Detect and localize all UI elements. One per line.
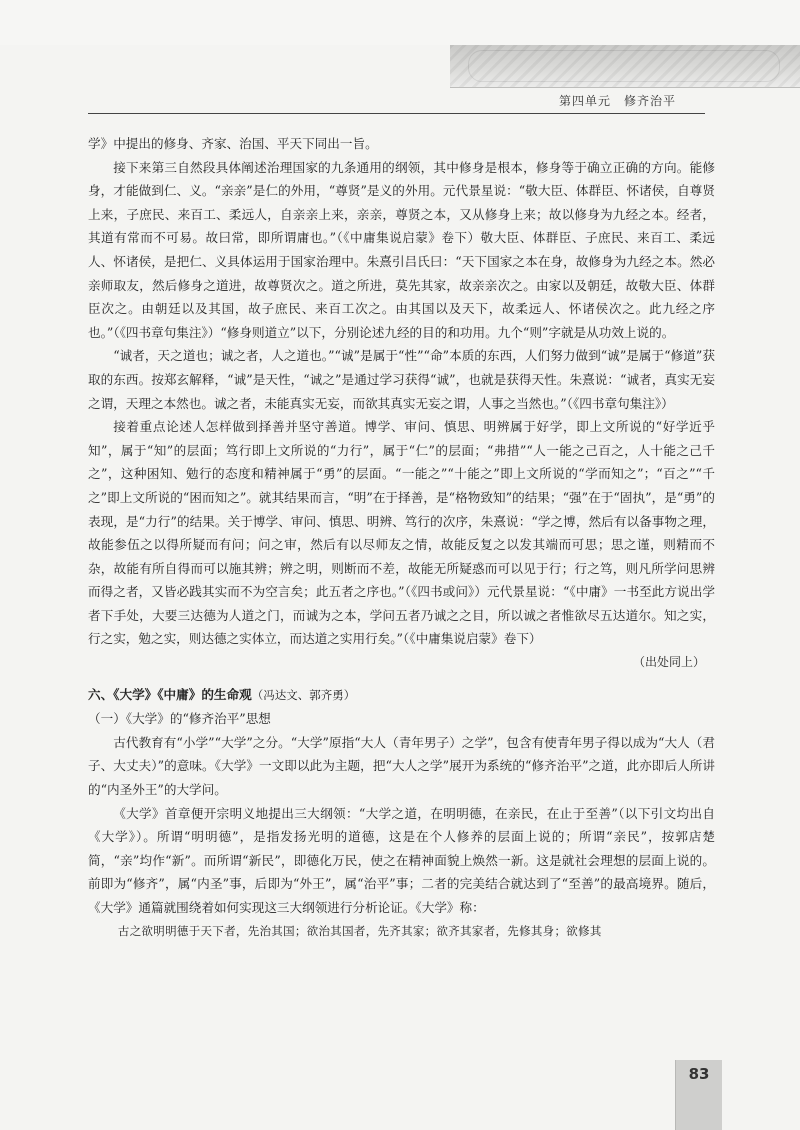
paragraph-sincerity: “诚者，天之道也；诚之者，人之道也。”“诚”是属于“性”“命”本质的东西，人们努力做到“诚”是属于“修道”获取的东西。按郑玄解释，“诚”是天性，“诚之”是通过学习获得“诚”，也就是获得天性。朱熹说：“诚者，真实无妄之谓，天理之本然也。诚之者，未能真实无妄，而欲其真实无妄之谓，人事之当然也。”（《四书章句集注》）	[88, 348, 715, 411]
page-number: 83	[688, 1065, 710, 1083]
source-note: （出处同上）	[632, 655, 705, 670]
page-content	[88, 132, 715, 943]
paragraph-continuation: 学》中提出的修身、齐家、治国、平天下同出一旨。	[88, 136, 378, 151]
paragraph-nine-principles: 接下来第三自然段具体阐述治理国家的九条通用的纲领，其中修身是根本，修身等于确立正确的方向。能修身，才能做到仁、义。“亲亲”是仁的外用，“尊贤”是义的外用。元代景星说：“敬大臣、体群臣、怀诸侯，自尊贤上来，子庶民、来百工、柔远人，自亲亲上来，亲亲，尊贤之本，又从修身上来；故以修身为九经之本。经者，其道有常而不可易。故曰常，即所谓庸也。”（《中庸集说启蒙》卷下）敬大臣、体群臣、子庶民、来百工、柔远人、怀诸侯，是把仁、义具体运用于国家治理中。朱熹引吕氏曰：“天下国家之本在身，故修身为九经之本。然必亲师取友，然后修身之道进，故尊贤次之。道之所进，莫先其家，故亲亲次之。由家以及朝廷，故敬大臣、体群臣次之。由朝廷以及其国，故子庶民、来百工次之。由其国以及天下，故柔远人、怀诸侯次之。此九经之序也。”（《四书章句集注》）“修身则道立”以下，分别论述九经的目的和功用。九个“则”字就是从功效上说的。	[88, 159, 715, 340]
sub-section-title: （一）《大学》的“修齐治平”思想	[88, 711, 271, 727]
header-ornament	[468, 50, 780, 82]
paragraph-choose-good: 接着重点论述人怎样做到择善并坚守善道。博学、审问、慎思、明辨属于好学，即上文所说的“好学近乎知”，属于“知”的层面；笃行即上文所说的“力行”，属于“仁”的层面；“弗措”“人一能之己百之，人十能之己千之”，这种困知、勉行的态度和精神属于“勇”的层面。“一能之”“十能之”即上文所说的“学而知之”；“百之”“千之”即上文所说的“困而知之”。就其结果而言，“明”在于择善，是“格物致知”的结果；“强”在于“固执”，是“勇”的表现，是“力行”的结果。关于博学、审问、慎思、明辨、笃行的次序，朱熹说：“学之博，然后有以备事物之理，故能参伍之以得所疑而有问；问之审，然后有以尽师友之情，故能反复之以发其端而可思；思之谨，则精而不杂，故能有所自得而可以施其辨；辨之明，则断而不差，故能无所疑惑而可以见于行；行之笃，则凡所学问思辨而得之者，又皆必践其实而不为空言矣；此五者之序也。”（《四书或问》）元代景星说：“《中庸》一书至此方说出学者下手处，大要三达德为人道之门，而诚为之本，学问五者乃诚之之目，所以诚之者惟欲尽五达道尔。知之实，行之实，勉之实，则达德之实体立，而达道之实用行矣。”（《中庸集说启蒙》卷下）	[88, 419, 715, 647]
section-authors: （冯达文、郭齐勇）	[251, 687, 356, 702]
paragraph-three-principles: 《大学》首章便开宗明义地提出三大纲领：“大学之道，在明明德，在亲民，在止于至善”（以下引文均出自《大学》）。所谓“明明德”，是指发扬光明的道德，这是在个人修养的层面上说的；所谓“亲民”，按郭店楚简，“亲”均作“新”。而所谓“新民”，即德化万民，使之在精神面貌上焕然一新。这是就社会理想的层面上说的。前即为“修齐”，属“内圣”事，后即为“外王”，属“治平”事；二者的完美结合就达到了“至善”的最高境界。随后，《大学》通篇就围绕着如何实现这三大纲领进行分析论证。《大学》称：	[88, 805, 715, 915]
section-title	[88, 683, 715, 708]
spacer	[88, 675, 715, 683]
block-quote: 古之欲明明德于天下者，先治其国；欲治其国者，先齐其家；欲齐其家者，先修其身；欲修其	[117, 923, 602, 938]
section-title-text: 六、《大学》《中庸》的生命观	[88, 686, 252, 702]
header-rule	[88, 113, 705, 114]
running-head: 第四单元 修齐治平	[558, 94, 676, 108]
paragraph-great-learning-intro: 古代教育有“小学”“大学”之分。“大学”原指“大人（青年男子）之学”，包含有使青年男子得以成为“大人（君子、大丈夫）”的意味。《大学》一文即以此为主题，把“大人之学”展开为系统的“修齐治平”之道，此亦即后人所讲的“内圣外王”的大学问。	[88, 734, 715, 798]
